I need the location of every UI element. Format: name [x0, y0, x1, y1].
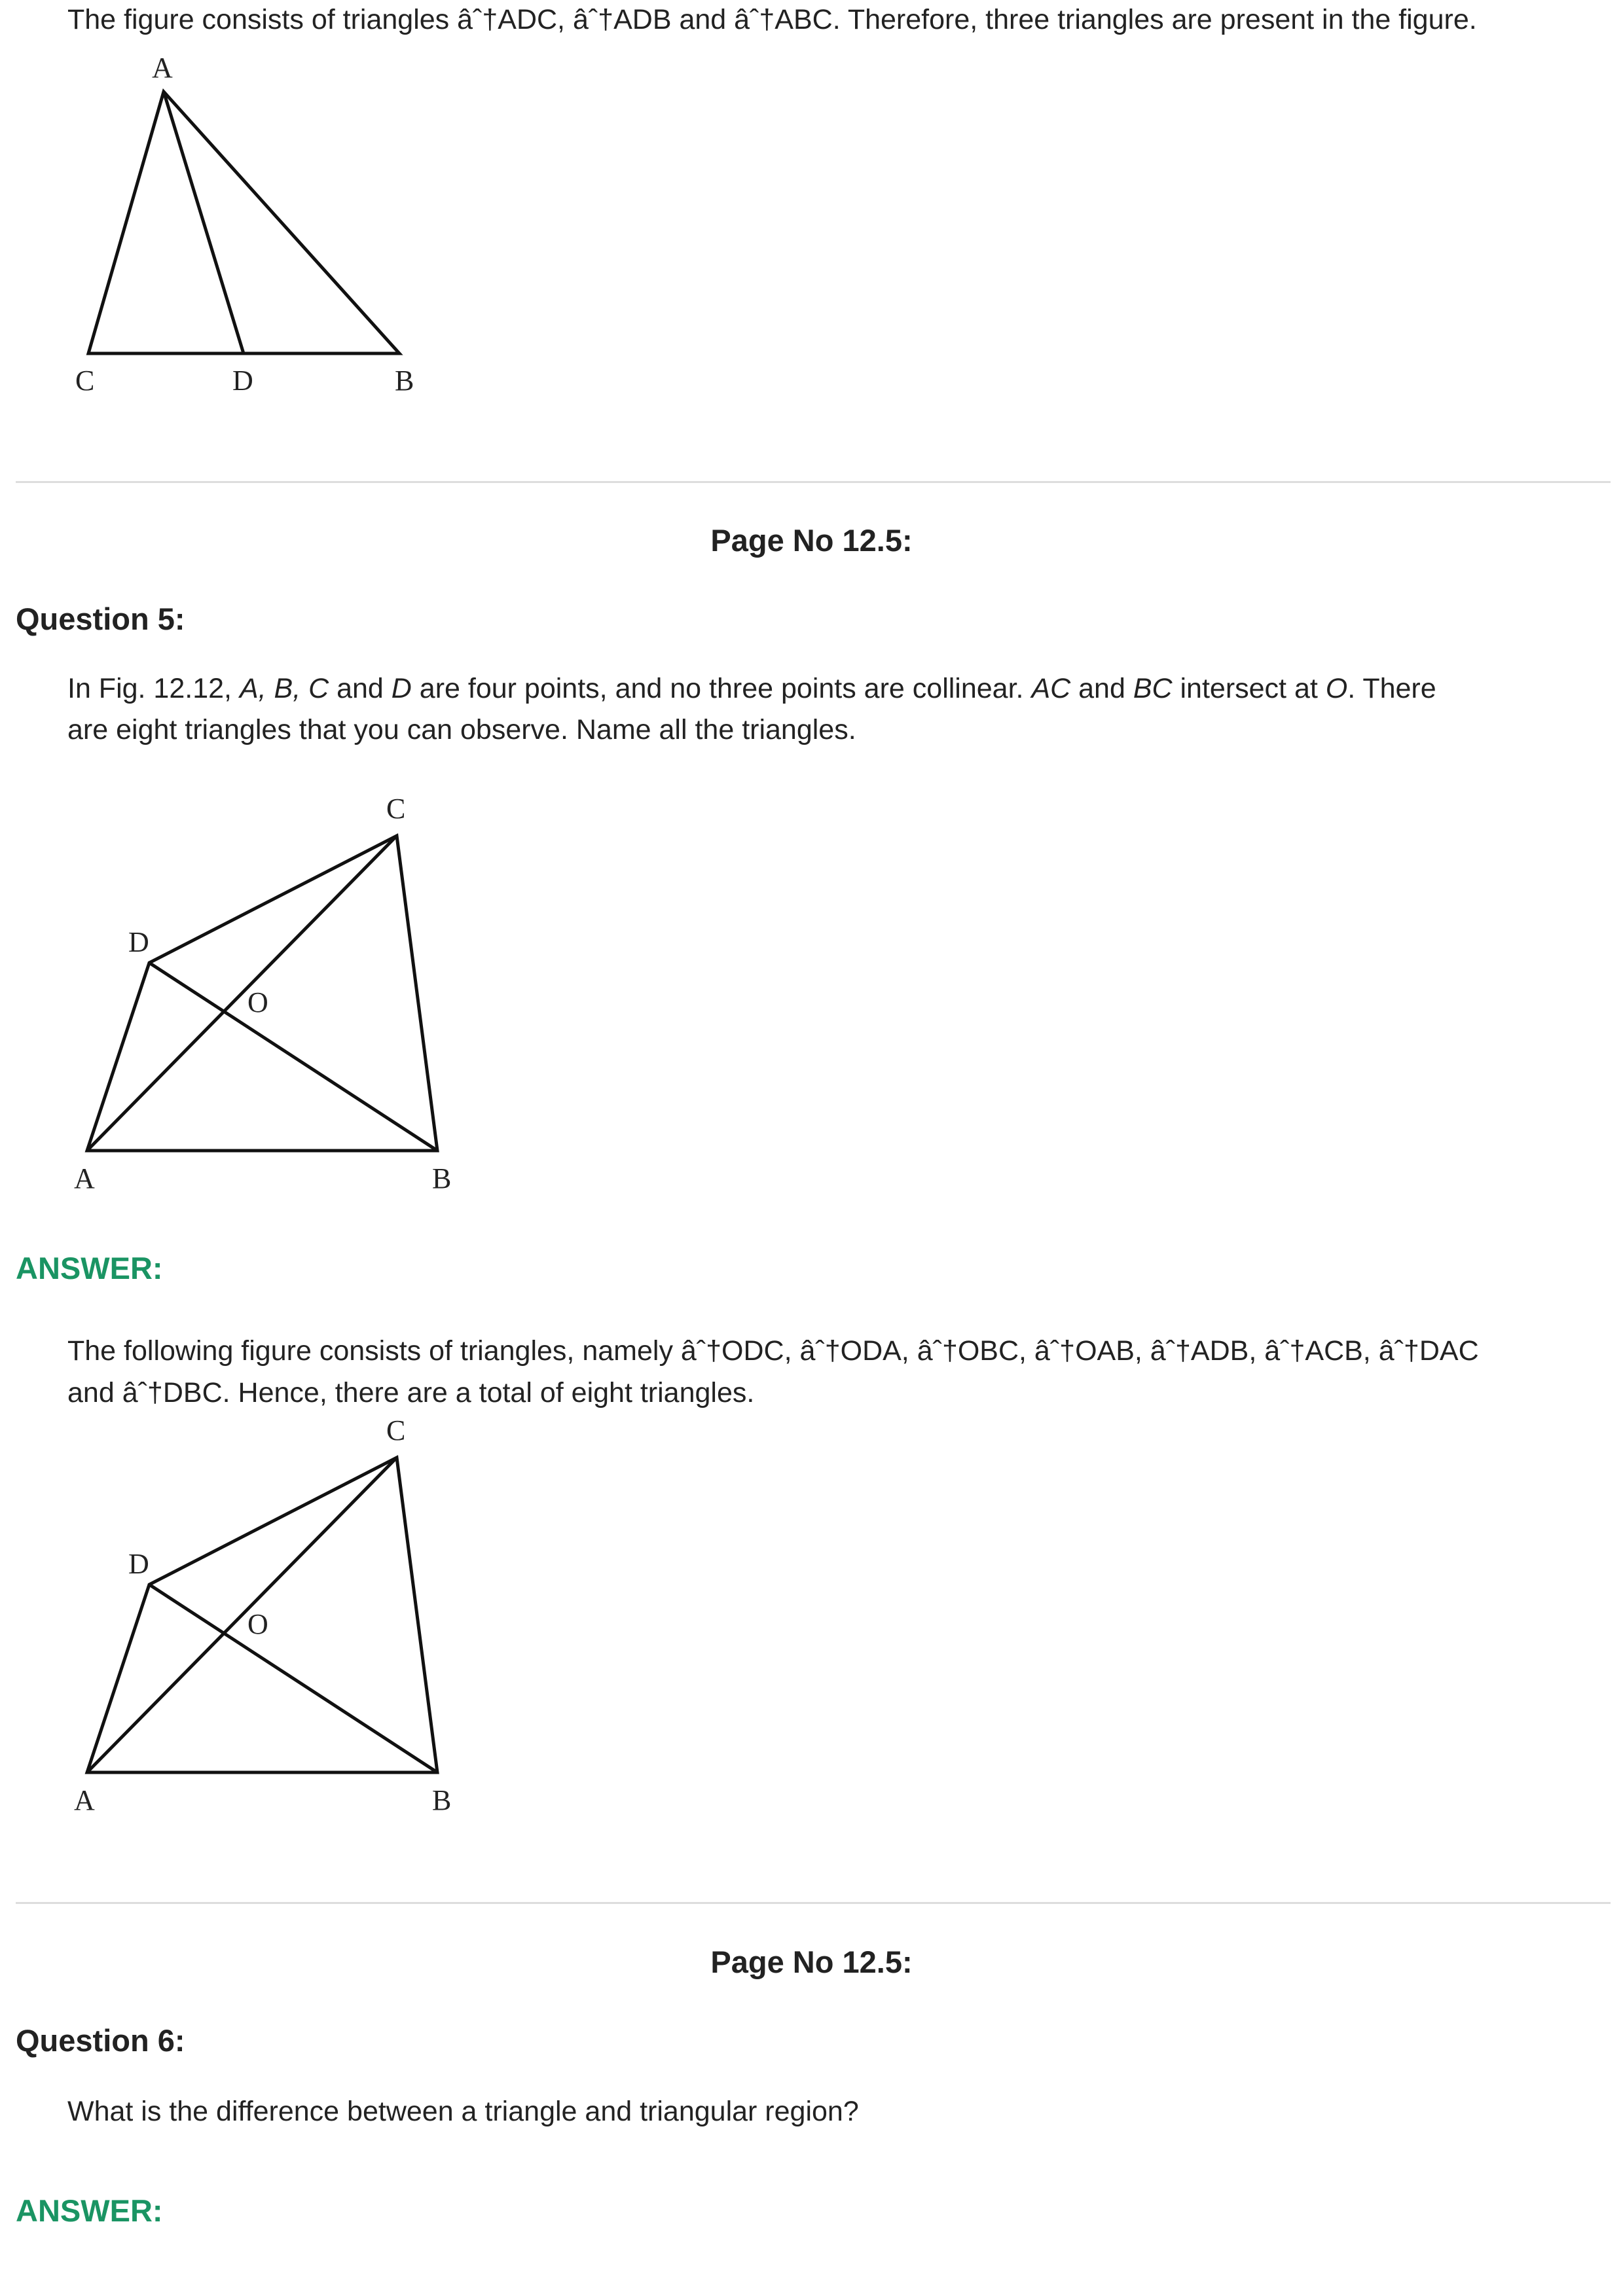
question-text-line1: In Fig. 12.12, A, B, C and D are four points, and no three points are collinear. AC and BC intersect at O. There	[67, 673, 1436, 704]
answer-text-line2: and âˆ†DBC. Hence, there are a total of eight triangles.	[67, 1377, 755, 1408]
answer-label: ANSWER:	[16, 2193, 163, 2228]
label-a: A	[74, 1162, 95, 1194]
diagonal-ac	[87, 836, 397, 1151]
diagonal-db	[149, 1585, 437, 1772]
divider	[16, 1902, 1611, 1904]
answer-text-line1: The following figure consists of triangles, namely âˆ†ODC, âˆ†ODA, âˆ†OBC, âˆ†OAB, âˆ†ADB, âˆ†ACB, âˆ†DAC	[67, 1335, 1479, 1367]
label-b: B	[432, 1784, 452, 1816]
diagonal-db	[149, 963, 437, 1151]
figure-quadrilateral-abcd	[0, 772, 524, 1204]
label-d: D	[128, 926, 149, 958]
label-c: C	[386, 793, 406, 825]
label-o: O	[247, 986, 268, 1018]
diagonal-ac	[87, 1458, 397, 1772]
label-c: C	[386, 1414, 406, 1446]
divider	[16, 481, 1611, 483]
figure-triangle-abc	[0, 0, 458, 419]
intro-text: The figure consists of triangles âˆ†ADC, âˆ†ADB and âˆ†ABC. Therefore, three triangles are present in the figure.	[67, 4, 1477, 35]
label-o: O	[247, 1608, 268, 1640]
label-a: A	[74, 1784, 95, 1816]
page-number: Page No 12.5:	[710, 523, 913, 558]
question-text-line2: are eight triangles that you can observe. Name all the triangles.	[67, 714, 856, 745]
label-c: C	[75, 365, 95, 397]
answer-label: ANSWER:	[16, 1251, 163, 1285]
page-number: Page No 12.5:	[710, 1945, 913, 1979]
label-a: A	[152, 52, 173, 84]
question-title: Question 6:	[16, 2023, 185, 2058]
triangle-abc-outline	[88, 92, 399, 353]
label-b: B	[395, 365, 414, 397]
figure-answer-quadrilateral	[0, 1394, 524, 1826]
question-text: What is the difference between a triangle and triangular region?	[67, 2096, 859, 2127]
question-title: Question 5:	[16, 601, 185, 636]
label-b: B	[432, 1162, 452, 1194]
label-d: D	[232, 365, 253, 397]
segment-ad	[164, 92, 244, 353]
label-d: D	[128, 1548, 149, 1580]
